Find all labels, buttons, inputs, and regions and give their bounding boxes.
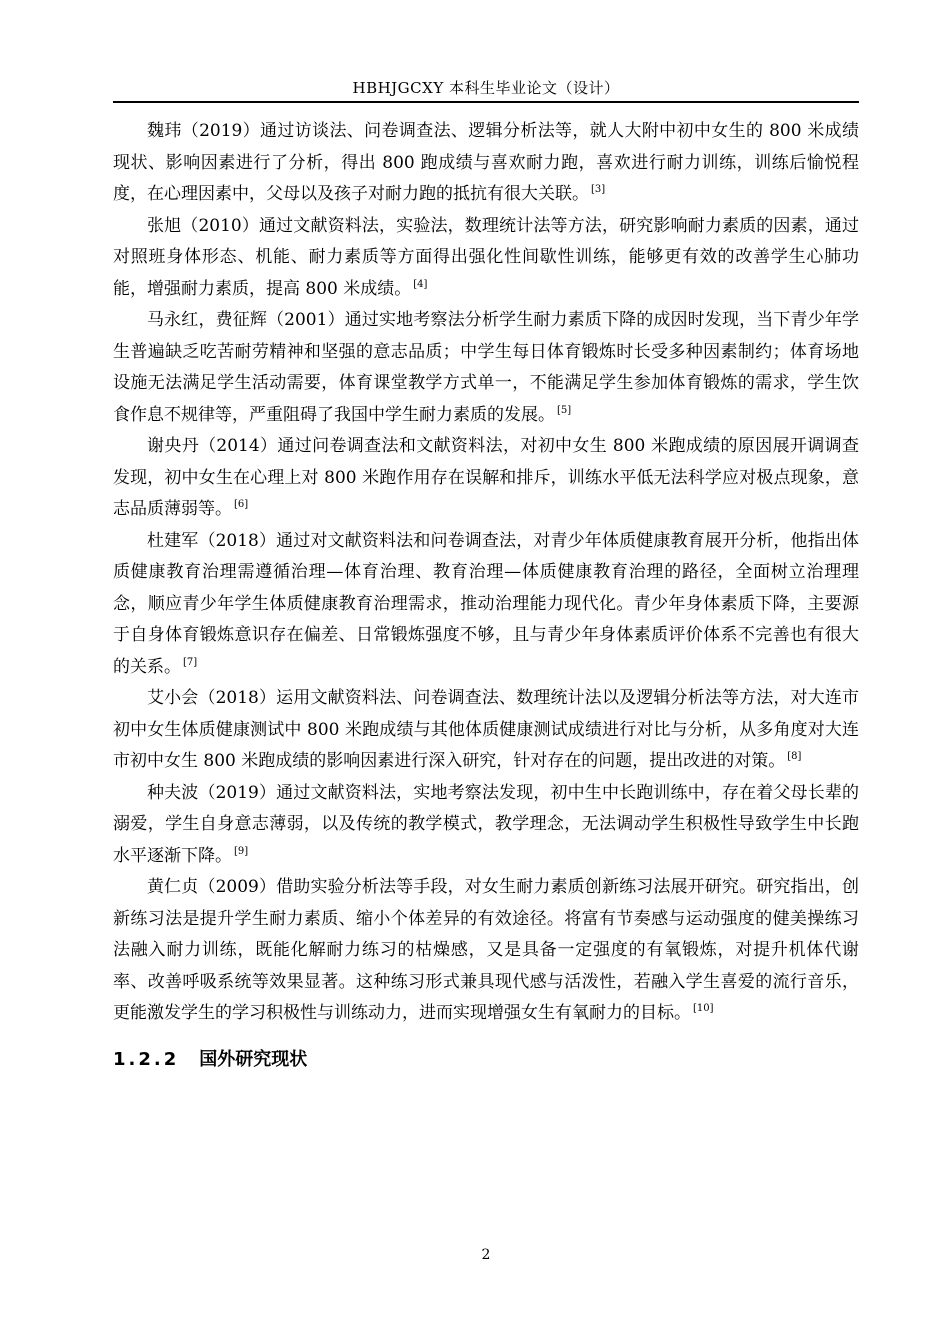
citation-marker: [10] — [693, 1003, 714, 1015]
paragraph-zhangxu — [113, 211, 859, 306]
paragraph-text: 艾小会（2018）运用文献资料法、问卷调查法、数理统计法以及逻辑分析法等方法，对大连市初中女生体质健康测试中 800 米跑成绩与其他体质健康测试成绩进行对比与分析，从多角度对大连市初中女生 800 米跑成绩的影响因素进行深入研究，针对存在的问题，提出改进的对策。 — [113, 688, 859, 771]
paragraph-text: 谢央丹（2014）通过问卷调查法和文献资料法，对初中女生 800 米跑成绩的原因展开调调查发现，初中女生在心理上对 800 米跑作用存在误解和排斥，训练水平低无法科学应对极点现象，意志品质薄弱等。 — [113, 436, 859, 519]
section-number: 1.2.2 — [113, 1048, 180, 1070]
paragraph-dujianjun — [113, 526, 859, 684]
section-title: 国外研究现状 — [199, 1048, 308, 1070]
paragraph-text: 马永红，费征辉（2001）通过实地考察法分析学生耐力素质下降的成因时发现，当下青少年学生普遍缺乏吃苦耐劳精神和坚强的意志品质；中学生每日体育锻炼时长受多种因素制约；体育场地设施无法满足学生活动需要，体育课堂教学方式单一，不能满足学生参加体育锻炼的需求，学生饮食作息不规律等，严重阻碍了我国中学生耐力素质的发展。 — [113, 310, 859, 425]
paragraph-text: 魏玮（2019）通过访谈法、问卷调查法、逻辑分析法等，就人大附中初中女生的 800 米成绩现状、影响因素进行了分析，得出 800 跑成绩与喜欢耐力跑，喜欢进行耐力训练，训练后愉悦程度，在心理因素中，父母以及孩子对耐力跑的抵抗有很大关联。 — [113, 121, 859, 204]
page-number: 2 — [481, 1247, 491, 1263]
paragraph-text: 杜建军（2018）通过对文献资料法和问卷调查法，对青少年体质健康教育展开分析，他指出体质健康教育治理需遵循治理—体育治理、教育治理—体质健康教育治理的路径，全面树立治理理念，顺应青少年学生体质健康教育治理需求，推动治理能力现代化。青少年身体素质下降，主要源于自身体育锻炼意识存在偏差、日常锻炼强度不够，且与青少年身体素质评价体系不完善也有很大的关系。 — [113, 530, 859, 677]
citation-marker: [8] — [787, 751, 802, 763]
header-rule — [113, 101, 859, 103]
citation-marker: [5] — [557, 404, 572, 416]
paragraph-mayonghong — [113, 305, 859, 431]
paragraph-weiwei — [113, 116, 859, 211]
paragraph-aixiaohui — [113, 683, 859, 778]
paragraph-xieyangdan — [113, 431, 859, 526]
paragraph-zhongfubo — [113, 778, 859, 873]
section-heading — [113, 1045, 859, 1075]
paragraph-huangrenzhen — [113, 872, 859, 1030]
citation-marker: [4] — [413, 278, 428, 290]
paragraph-text: 黄仁贞（2009）借助实验分析法等手段，对女生耐力素质创新练习法展开研究。研究指出，创新练习法是提升学生耐力素质、缩小个体差异的有效途径。将富有节奏感与运动强度的健美操练习法融入耐力训练，既能化解耐力练习的枯燥感，又是具备一定强度的有氧锻炼，对提升机体代谢率、改善呼吸系统等效果显著。这种练习形式兼具现代感与活泼性，若融入学生喜爱的流行音乐，更能激发学生的学习积极性与训练动力，进而实现增强女生有氧耐力的目标。 — [113, 877, 859, 1023]
page-header: HBHJGCXY 本科生毕业论文（设计） — [352, 79, 620, 97]
citation-marker: [9] — [234, 845, 249, 857]
citation-marker: [7] — [183, 656, 198, 668]
paragraph-text: 种夫波（2019）通过文献资料法，实地考察法发现，初中生中长跑训练中，存在着父母长辈的溺爱，学生自身意志薄弱，以及传统的教学模式，教学理念，无法调动学生积极性导致学生中长跑水平逐渐下降。 — [113, 782, 859, 866]
paragraph-text: 张旭（2010）通过文献资料法，实验法，数理统计法等方法，研究影响耐力素质的因素，通过对照班身体形态、机能、耐力素质等方面得出强化性间歇性训练，能够更有效的改善学生心肺功能，增强耐力素质，提高 800 米成绩。 — [113, 215, 859, 299]
citation-marker: [6] — [234, 499, 249, 511]
citation-marker: [3] — [591, 184, 606, 196]
body-content — [113, 116, 859, 1075]
